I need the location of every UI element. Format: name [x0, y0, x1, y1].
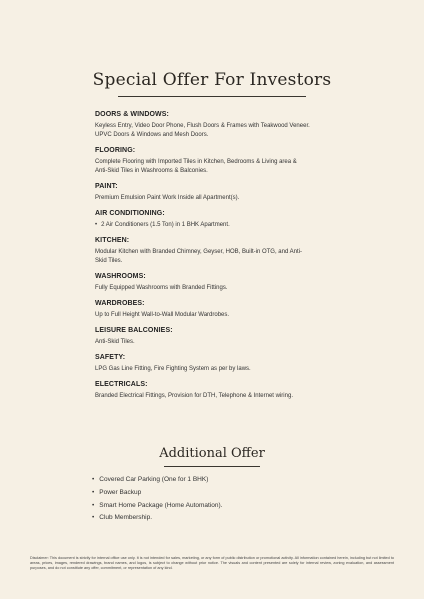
section-heading: WARDROBES: [95, 300, 145, 307]
section-text: Fully Equipped Washrooms with Branded Fittings. [95, 285, 228, 291]
section-text: Premium Emulsion Paint Work Inside all Apartment(s). [95, 195, 240, 201]
section-heading: SAFETY: [95, 354, 126, 361]
list-item: • Smart Home Package (Home Automation). [92, 500, 342, 513]
section-text: LPG Gas Line Fitting, Fire Fighting System as per by laws. [95, 366, 251, 372]
section-heading: WASHROOMS: [95, 273, 146, 280]
section-heading: KITCHEN: [95, 237, 130, 244]
additional-offer-underline [164, 466, 260, 467]
section-doors-windows [95, 110, 340, 140]
section-text: Anti-Skid Tiles in Washrooms & Balconies. [95, 168, 208, 174]
section-text: UPVC Doors & Windows and Mesh Doors. [95, 132, 209, 138]
title-underline [118, 96, 306, 97]
section-air-conditioning [95, 209, 340, 230]
additional-offer-title: Additional Offer [159, 446, 265, 461]
disclaimer-text: Disclaimer: This document is strictly for internal office use only. It is not intended for sales, marketing, or any form of public distribution or promotional activity. All information contained herein, including but not limited to areas, prices, images, rendered drawings, brand names, and logos, is subject to change without prior notice. The visuals and content presented are solely for internal review, zoning evaluation, and assessment purposes, and do not constitute any offer, commitment, or representation of any kind. [30, 556, 394, 570]
section-heading: DOORS & WINDOWS: [95, 111, 169, 118]
section-text: Complete Flooring with Imported Tiles in Kitchen, Bedrooms & Living area & [95, 159, 297, 165]
section-flooring [95, 146, 340, 176]
list-item: • Covered Car Parking (One for 1 BHK) [92, 474, 342, 487]
section-leisure-balconies [95, 326, 340, 347]
page-title: Special Offer For Investors [92, 70, 332, 90]
section-paint [95, 182, 340, 203]
section-washrooms [95, 272, 340, 293]
section-kitchen [95, 236, 340, 266]
section-heading: AIR CONDITIONING: [95, 210, 165, 217]
section-text: Branded Electrical Fittings, Provision for DTH, Telephone & Internet wiring. [95, 393, 293, 399]
list-item: • Power Backup [92, 487, 342, 500]
section-text: Modular Kitchen with Branded Chimney, Geyser, HOB, Built-in OTG, and Anti- [95, 249, 302, 255]
specifications-list [95, 110, 340, 407]
section-electricals [95, 380, 340, 401]
section-text: Keyless Entry, Video Door Phone, Flush Doors & Frames with Teakwood Veneer. [95, 123, 310, 129]
additional-offer-list [92, 474, 342, 525]
section-heading: ELECTRICALS: [95, 381, 148, 388]
section-heading: LEISURE BALCONIES: [95, 327, 173, 334]
section-text: Skid Tiles. [95, 258, 123, 264]
section-wardrobes [95, 299, 340, 320]
section-text: • 2 Air Conditioners (1.5 Ton) in 1 BHK Apartment. [95, 221, 340, 230]
section-safety [95, 353, 340, 374]
section-heading: PAINT: [95, 183, 118, 190]
list-item: • Club Membership. [92, 512, 342, 525]
section-text: Anti-Skid Tiles. [95, 339, 135, 345]
section-heading: FLOORING: [95, 147, 136, 154]
section-text: Up to Full Height Wall-to-Wall Modular Wardrobes. [95, 312, 230, 318]
